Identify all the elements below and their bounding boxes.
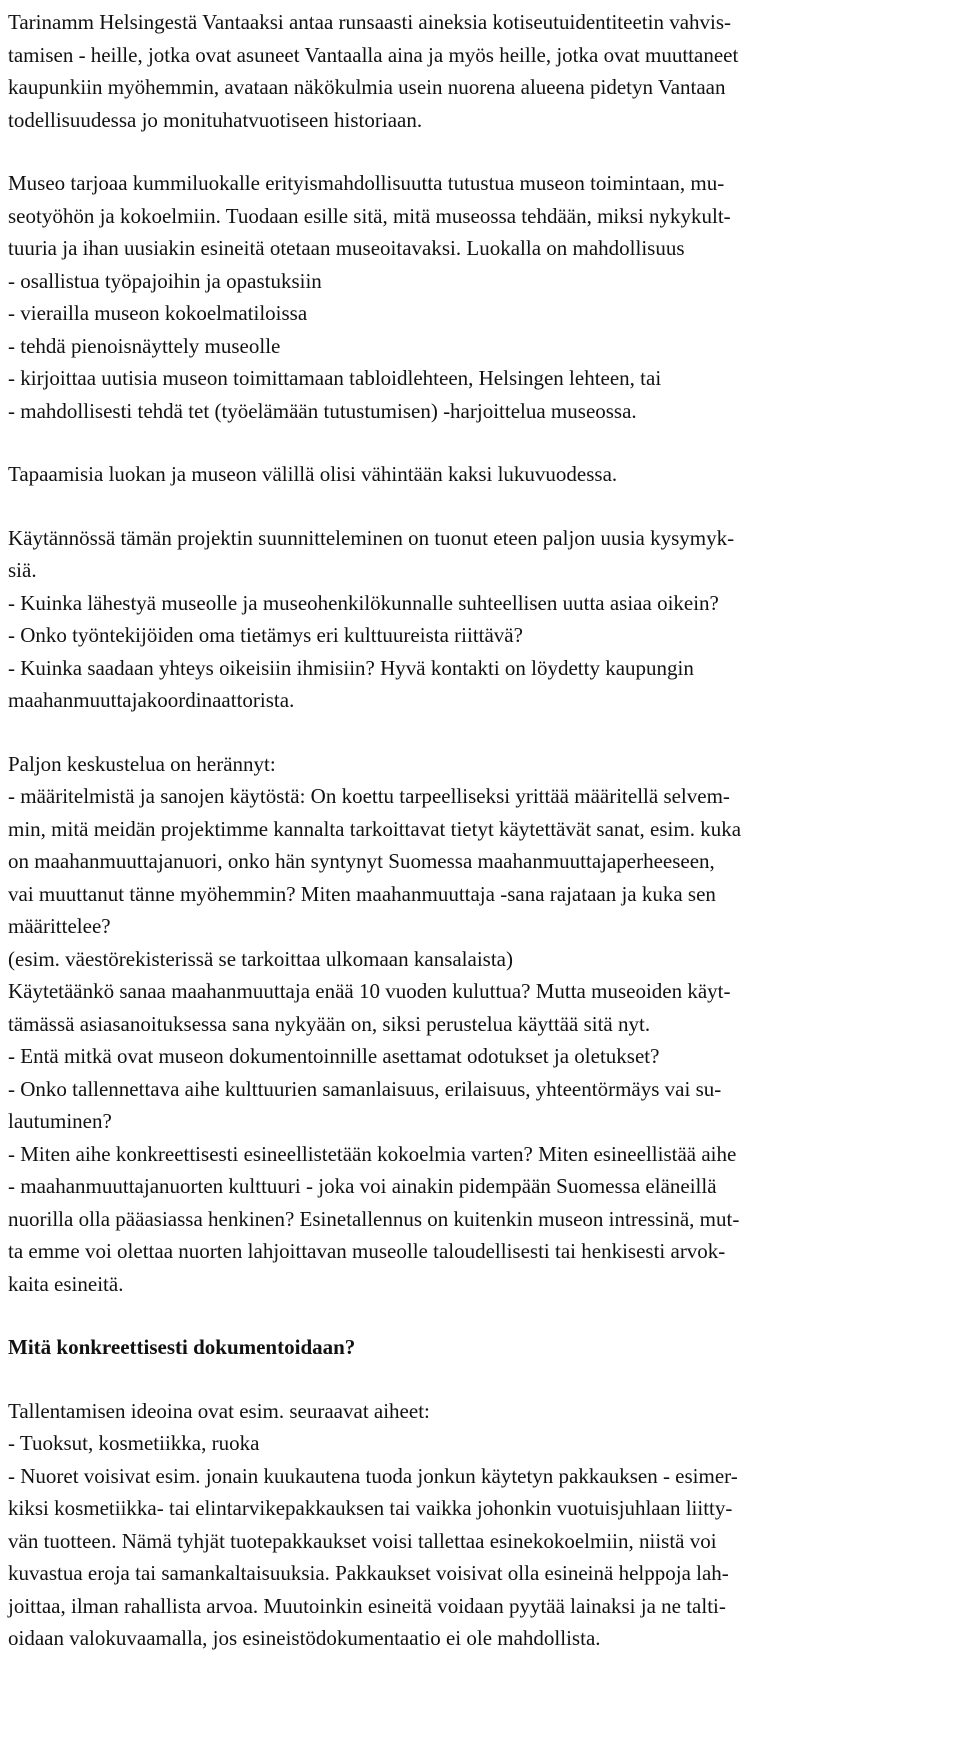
para-discussion <box>8 748 952 1301</box>
list-line: - Kuinka saadaan yhteys oikeisiin ihmisiin? Hyvä kontakti on löydetty kaupungin <box>8 655 694 680</box>
text-line: min, mitä meidän projektimme kannalta tarkoittavat tietyt käytettävät sanat, esim. kuka <box>8 816 742 841</box>
text-line: siä. <box>8 558 37 582</box>
text-line: (esim. väestörekisterissä se tarkoittaa ulkomaan kansalaista) <box>8 946 513 971</box>
text-line: Paljon keskustelua on herännyt: <box>8 751 276 776</box>
text-line: tämässä asiasanoituksessa sana nykyään on, siksi perustelua käyttää sitä nyt. <box>8 1011 651 1036</box>
text-line: kiksi kosmetiikka- tai elintarvikepakkauksen tai vaikka johonkin vuotuisjuhlaan liitty- <box>8 1496 733 1520</box>
text-line: tamisen - heille, jotka ovat asuneet Vantaalla aina ja myös heille, jotka ovat muuttaneet <box>8 42 739 67</box>
text-line: on maahanmuuttajanuori, onko hän syntynyt Suomessa maahanmuuttajaperheeseen, <box>8 849 715 873</box>
paragraph-gap <box>8 427 952 458</box>
text-line: ta emme voi olettaa nuorten lahjoittavan museolle taloudellisesti tai henkisesti arvok- <box>8 1239 726 1263</box>
text-line: seotyöhön ja kokoelmiin. Tuodaan esille sitä, mitä museossa tehdään, miksi nykykult- <box>8 203 731 228</box>
paragraph-gap <box>8 1300 952 1331</box>
section-heading <box>8 1331 952 1364</box>
text-line: lautuminen? <box>8 1109 112 1133</box>
text-line: nuorilla olla pääasiassa henkinen? Esinetallennus on kuitenkin museon intressinä, mut- <box>8 1206 740 1231</box>
text-line: maahanmuuttajakoordinaattorista. <box>8 688 295 712</box>
text-line: Käytännössä tämän projektin suunnitteleminen on tuonut eteen paljon uusia kysymyk- <box>8 525 735 550</box>
list-line: - Entä mitkä ovat museon dokumentoinnille asettamat odotukset ja oletukset? <box>8 1044 660 1068</box>
text-line: tuuria ja ihan uusiakin esineitä otetaan museoitavaksi. Luokalla on mahdollisuus <box>8 236 685 260</box>
list-line: - Onko tallennettava aihe kulttuurien samanlaisuus, erilaisuus, yhteentörmäys vai su- <box>8 1076 722 1101</box>
list-line: - määritelmistä ja sanojen käytöstä: On koettu tarpeelliseksi yrittää määritellä selvem- <box>8 784 730 808</box>
para-meetings <box>8 458 952 491</box>
para-museum-offer <box>8 167 952 427</box>
section-heading-text: Mitä konkreettisesti dokumentoidaan? <box>8 1335 356 1359</box>
list-line: - mahdollisesti tehdä tet (työelämään tutustumisen) -harjoittelua museossa. <box>8 398 637 423</box>
text-line: kaita esineitä. <box>8 1271 124 1296</box>
text-line: todellisuudessa jo monituhatvuotiseen historiaan. <box>8 107 423 132</box>
paragraph-gap <box>8 1364 952 1395</box>
list-line: - tehdä pienoisnäyttely museolle <box>8 333 281 358</box>
text-line: määrittelee? <box>8 914 111 938</box>
text-line: vai muuttanut tänne myöhemmin? Miten maahanmuuttaja -sana rajataan ja kuka sen <box>8 881 716 906</box>
list-line: - Onko työntekijöiden oma tietämys eri kulttuureista riittävä? <box>8 623 523 647</box>
text-line: joittaa, ilman rahallista arvoa. Muutoinkin esineitä voidaan pyytää lainaksi ja ne talti- <box>8 1593 726 1618</box>
paragraph-gap <box>8 136 952 167</box>
list-line: - vierailla museon kokoelmatiloissa <box>8 301 308 325</box>
paragraph-gap <box>8 717 952 748</box>
text-line: - maahanmuuttajanuorten kulttuuri - joka voi ainakin pidempään Suomessa eläneillä <box>8 1174 717 1198</box>
text-line: kaupunkiin myöhemmin, avataan näkökulmia usein nuorena alueena pidetyn Vantaan <box>8 75 726 99</box>
para-recording-ideas <box>8 1395 952 1655</box>
text-line: Tapaamisia luokan ja museon välillä olisi vähintään kaksi lukuvuodessa. <box>8 462 618 486</box>
text-line: kuvastua eroja tai samankaltaisuuksia. Pakkaukset voisivat olla esineinä helppoja lah- <box>8 1561 729 1585</box>
text-line: Tallentamisen ideoina ovat esim. seuraavat aiheet: <box>8 1398 430 1423</box>
para-questions <box>8 522 952 717</box>
text-line: Museo tarjoaa kummiluokalle erityismahdollisuutta tutustua museon toimintaan, mu- <box>8 171 725 195</box>
para-intro <box>8 0 952 136</box>
list-line: - Miten aihe konkreettisesti esineellistetään kokoelmia varten? Miten esineellistää aihe <box>8 1141 737 1166</box>
document-page <box>8 0 952 1655</box>
list-line: - osallistua työpajoihin ja opastuksiin <box>8 268 322 293</box>
list-line: - kirjoittaa uutisia museon toimittamaan tabloidlehteen, Helsingen lehteen, tai <box>8 366 662 390</box>
text-line: vän tuotteen. Nämä tyhjät tuotepakkaukset voisi tallettaa esinekokoelmiin, niistä voi <box>8 1528 717 1553</box>
text-line: oidaan valokuvaamalla, jos esineistödokumentaatio ei ole mahdollista. <box>8 1626 601 1650</box>
list-line: - Kuinka lähestyä museolle ja museohenkilökunnalle suhteellisen uutta asiaa oikein? <box>8 590 719 615</box>
list-line: - Tuoksut, kosmetiikka, ruoka <box>8 1431 260 1455</box>
text-line: Käytetäänkö sanaa maahanmuuttaja enää 10 vuoden kuluttua? Mutta museoiden käyt- <box>8 979 731 1003</box>
paragraph-gap <box>8 491 952 522</box>
text-line: Tarinamm Helsingestä Vantaaksi antaa runsaasti aineksia kotiseutuidentiteetin vahvis- <box>8 10 732 34</box>
list-line: - Nuoret voisivat esim. jonain kuukautena tuoda jonkun käytetyn pakkauksen - esimer- <box>8 1463 738 1488</box>
